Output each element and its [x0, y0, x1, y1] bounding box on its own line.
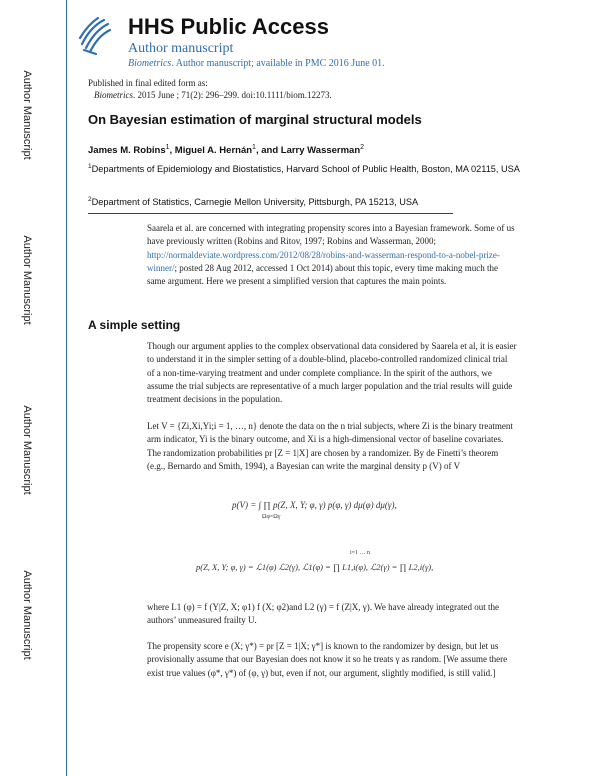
sidebar-label: Author Manuscript [21, 235, 33, 325]
equation-product-limits: i=1 … n [350, 550, 371, 556]
sidebar-label: Author Manuscript [21, 405, 33, 495]
header-title: HHS Public Access [128, 14, 329, 39]
header-availability: Biometrics. Author manuscript; available in PMC 2016 June 01. [128, 58, 385, 69]
sidebar-label: Author Manuscript [21, 70, 33, 160]
equation-domain: Ωφ×Ωγ [262, 514, 281, 520]
body-paragraph: where L1 (φ) = f (Y|Z, X; φ1) f (X; φ2)and L2 (γ) = f (Z|X, γ). We have already integrated out the authors’ unmeasured frailty U. [147, 602, 500, 626]
body-paragraph: Let V = {Zi,Xi,Yi;i = 1, …, n} denote the data on the n trial subjects, where Zi is the binary treatment arm indicator, Yi is the binary outcome, and Xi is a high-dimensional vector of baseline covariates. The randomization probabilities pr [Z = 1|X] are chosen by a randomizer. By de Finetti’s theorem (e.g., Bernardo and Smith, 1994), a Bayesian can write the marginal density p (V) of V [147, 421, 513, 471]
published-note: Published in final edited form as: [88, 78, 208, 88]
article-title: On Bayesian estimation of marginal structural models [88, 112, 422, 127]
author-list: James M. Robins$^1$, Miguel A. Hernán$^1$, and Larry Wasserman$^2$ [88, 144, 365, 157]
equation-marginal-density: p(V) = ∫ ∏ p(Z, X, Y; φ, γ) p(φ, γ) dμ(φ) dμ(γ), [232, 500, 397, 510]
body-paragraph: Though our argument applies to the complex observational data considered by Saarela et al, it is easier to understand it in the simpler setting of a double-blind, placebo-controlled randomized clinical trial of a non-time-varying treatment and under complete compliance. In the spirit of the authors, we assume the trial subjects are representative of a much larger population and the trial results will guide treatment decisions in the population. [147, 341, 517, 405]
author-manuscript-sidebar [0, 0, 67, 776]
intro-paragraph: Saarela et al. are concerned with integrating propensity scores into a Bayesian framework. Some of us have previously written (Robins and Ritov, 1997; Robins and Wasserman, 2000; http://normaldeviate.wordpress.com/2012/08/28/robins-and-wasserman-respond-to-a-nobel-prize-winner/; posted 28 Aug 2012, accessed 1 Oct 2014) about this topic, every time making much the same argument. Here we present a simplified version that captures the main points. [147, 223, 515, 287]
divider [88, 213, 453, 214]
body-paragraph: The propensity score e (X; γ*) = pr [Z = 1|X; γ*] is known to the randomizer by design, but let us provisionally assume that our Bayesian does not know it so he treats γ as random. [We assume there exist true values (φ*, γ*) of (φ, γ) but, even if not, our argument, slightly modified, is still valid.] [147, 641, 508, 678]
equation-likelihood: p(Z, X, Y; φ, γ) = ℒ1(φ) ℒ2(γ), ℒ1(φ) = ∏ L1,i(φ), ℒ2(γ) = ∏ L2,i(γ), [196, 562, 434, 572]
citation: Biometrics. 2015 June ; 71(2): 296–299. doi:10.1111/biom.12273. [94, 90, 332, 100]
affiliation: $^2$Department of Statistics, Carnegie Mellon University, Pittsburgh, PA 15213, USA [88, 196, 419, 208]
reference-link[interactable]: http://normaldeviate.wordpress.com/2012/08/28/robins-and-wasserman-respond-to-a-nobel-prize-winner/ [147, 249, 500, 273]
sidebar-label: Author Manuscript [21, 570, 33, 660]
hhs-eagle-icon [74, 14, 114, 58]
affiliation: $^1$Departments of Epidemiology and Biostatistics, Harvard School of Public Health, Boston, MA 02115, USA [88, 163, 520, 175]
section-heading: A simple setting [88, 318, 181, 332]
header-subtitle: Author manuscript [128, 41, 234, 56]
